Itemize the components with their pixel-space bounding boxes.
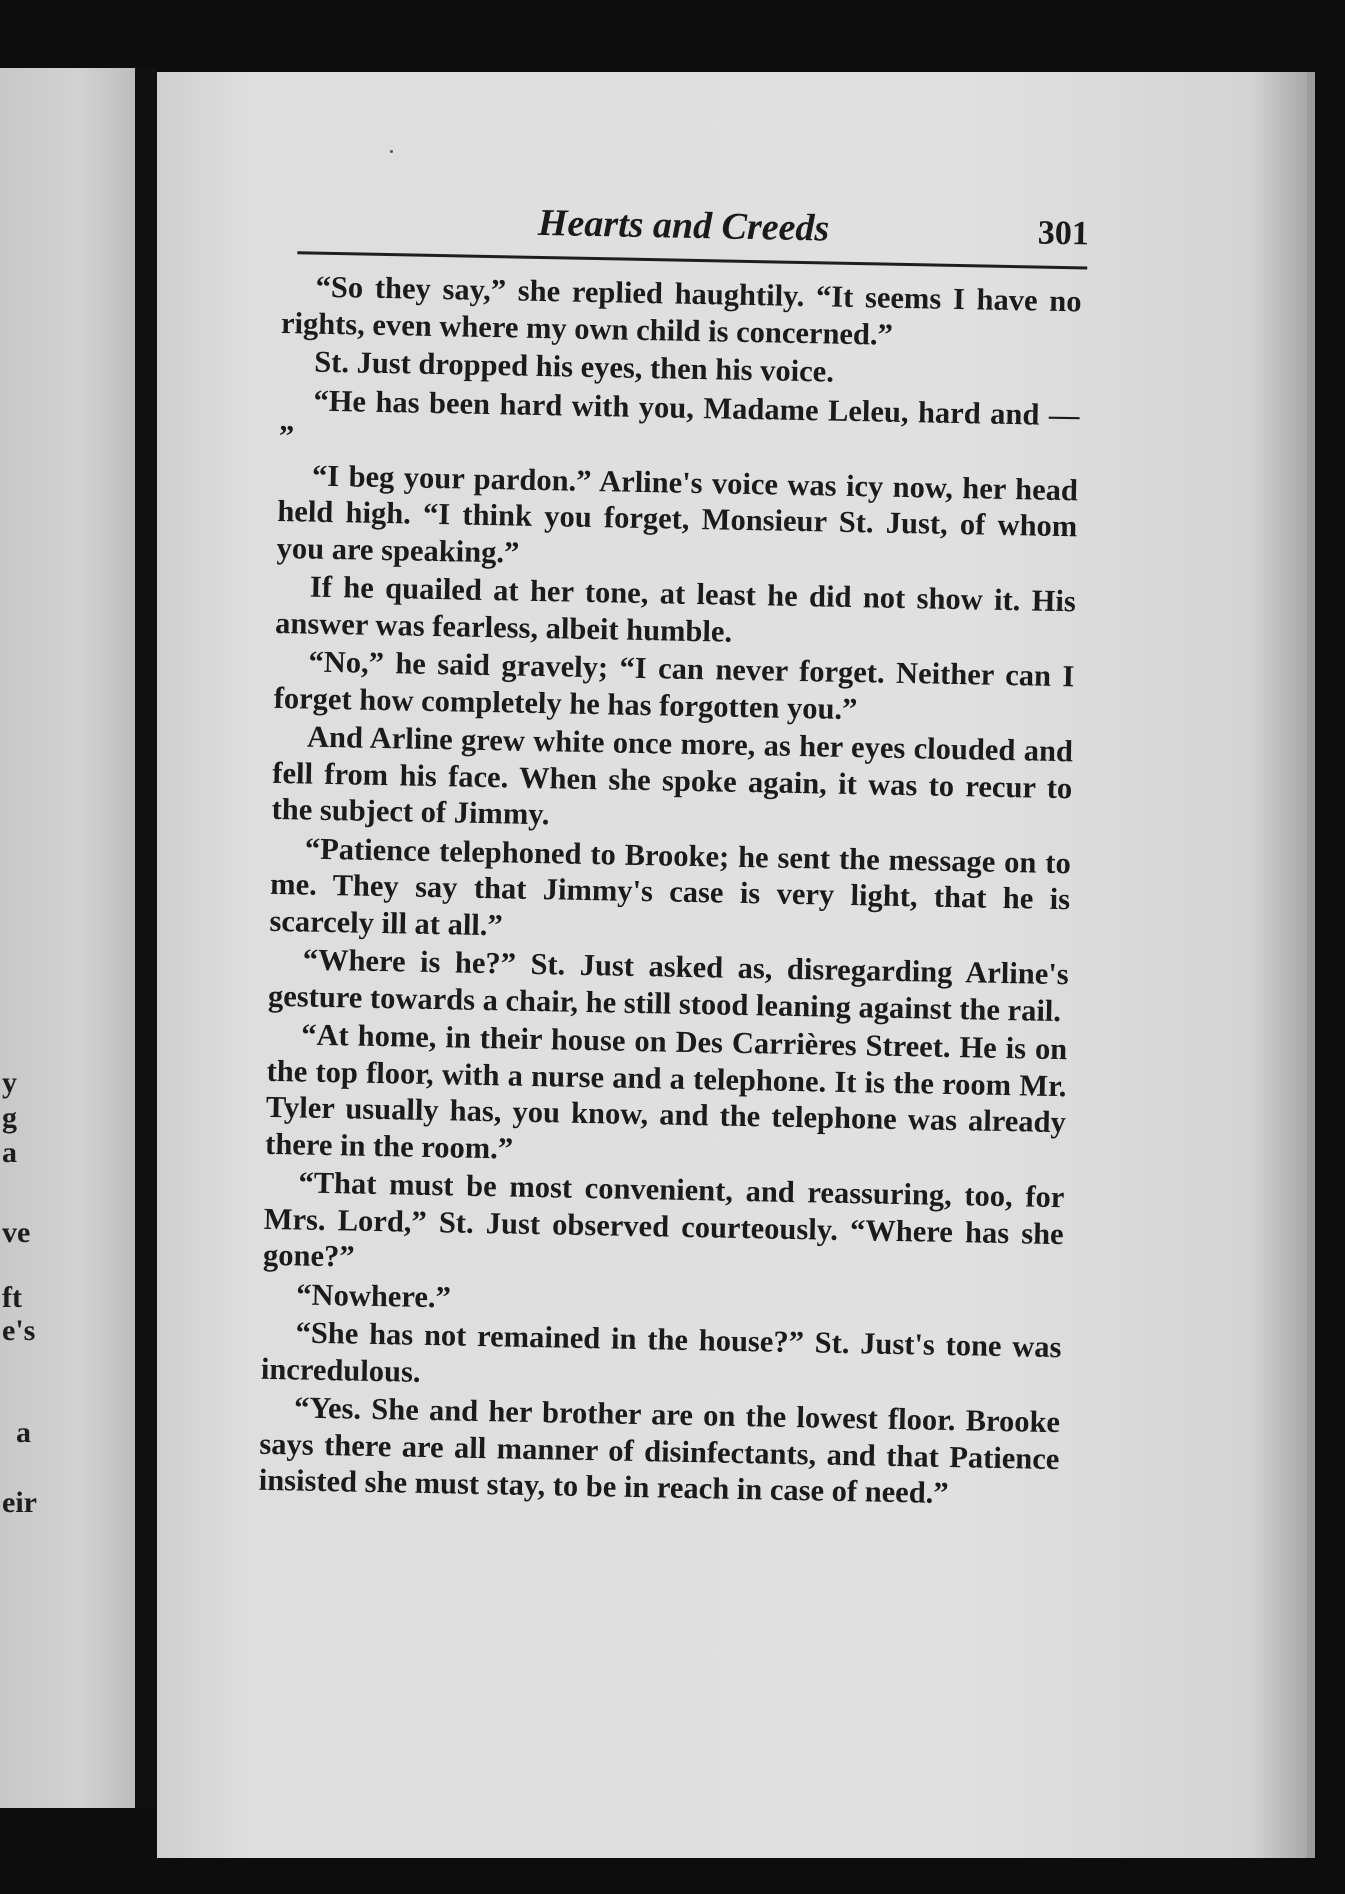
paragraph: “That must be most convenient, and reassuring, too, for Mrs. Lord,” St. Just observed courteously. “Where has she gone?”	[262, 1165, 1065, 1274]
paragraph: “No,” he said gravely; “I can never forget. Neither can I forget how completely he has forgotten you.”	[273, 644, 1075, 726]
paragraph: “Patience telephoned to Brooke; he sent the message on to me. They say that Jimmy's case is very light, that he is scarcely ill at all.”	[269, 831, 1072, 942]
paragraph: “Nowhere.”	[296, 1276, 452, 1314]
paragraph: If he quailed at her tone, at least he did not show it. His answer was fearless, albeit humble.	[274, 569, 1077, 649]
paragraph: “So they say,” she replied haughtily. “It seems I have no rights, even where my own child is concerned.”	[280, 269, 1082, 352]
paragraph: “I beg your pardon.” Arline's voice was icy now, her head held high. “I think you forget, Monsieur St. Just, of whom you are speaking.”	[276, 458, 1079, 570]
paragraph: “Where is he?” St. Just asked as, disregarding Arline's gesture towards a chair, he still stood leaning against the rail.	[267, 942, 1069, 1028]
left-page-fragment: g	[2, 1101, 17, 1134]
left-page-fragment: y	[2, 1066, 17, 1099]
paragraph: “Yes. She and her brother are on the lowest floor. Brooke says there are all manner of disinfectants, and that Patience insisted she must stay, to be in reach in case of need.”	[258, 1390, 1061, 1511]
paragraph: “He has been hard with you, Madame Leleu, hard and — ”	[278, 383, 1080, 454]
left-page-fragment: a	[16, 1416, 31, 1449]
left-page-fragment: ve	[2, 1216, 31, 1249]
left-page-fragment: eir	[2, 1486, 37, 1519]
paragraph: “She has not remained in the house?” St. Just's tone was incredulous.	[260, 1315, 1062, 1389]
running-title: Hearts and Creeds	[537, 201, 830, 250]
page-number: 301	[1037, 214, 1090, 253]
running-header	[297, 188, 1093, 263]
left-page-fragment: a	[2, 1136, 17, 1169]
paragraph: St. Just dropped his eyes, then his voice.	[313, 344, 835, 389]
paragraph: And Arline grew white once more, as her eyes clouded and fell from his face. When she spoke again, it was to recur to the subject of Jimmy.	[271, 719, 1074, 832]
left-page-fragment: e's	[2, 1314, 36, 1347]
body-text	[258, 268, 1082, 1516]
paragraph: “At home, in their house on Des Carrières Street. He is on the top floor, with a nurse and a telephone. It is the room Mr. Tyler usually has, you know, and the telephone was already there in the room.”	[264, 1017, 1068, 1166]
left-page-fragment: ft	[2, 1281, 22, 1314]
